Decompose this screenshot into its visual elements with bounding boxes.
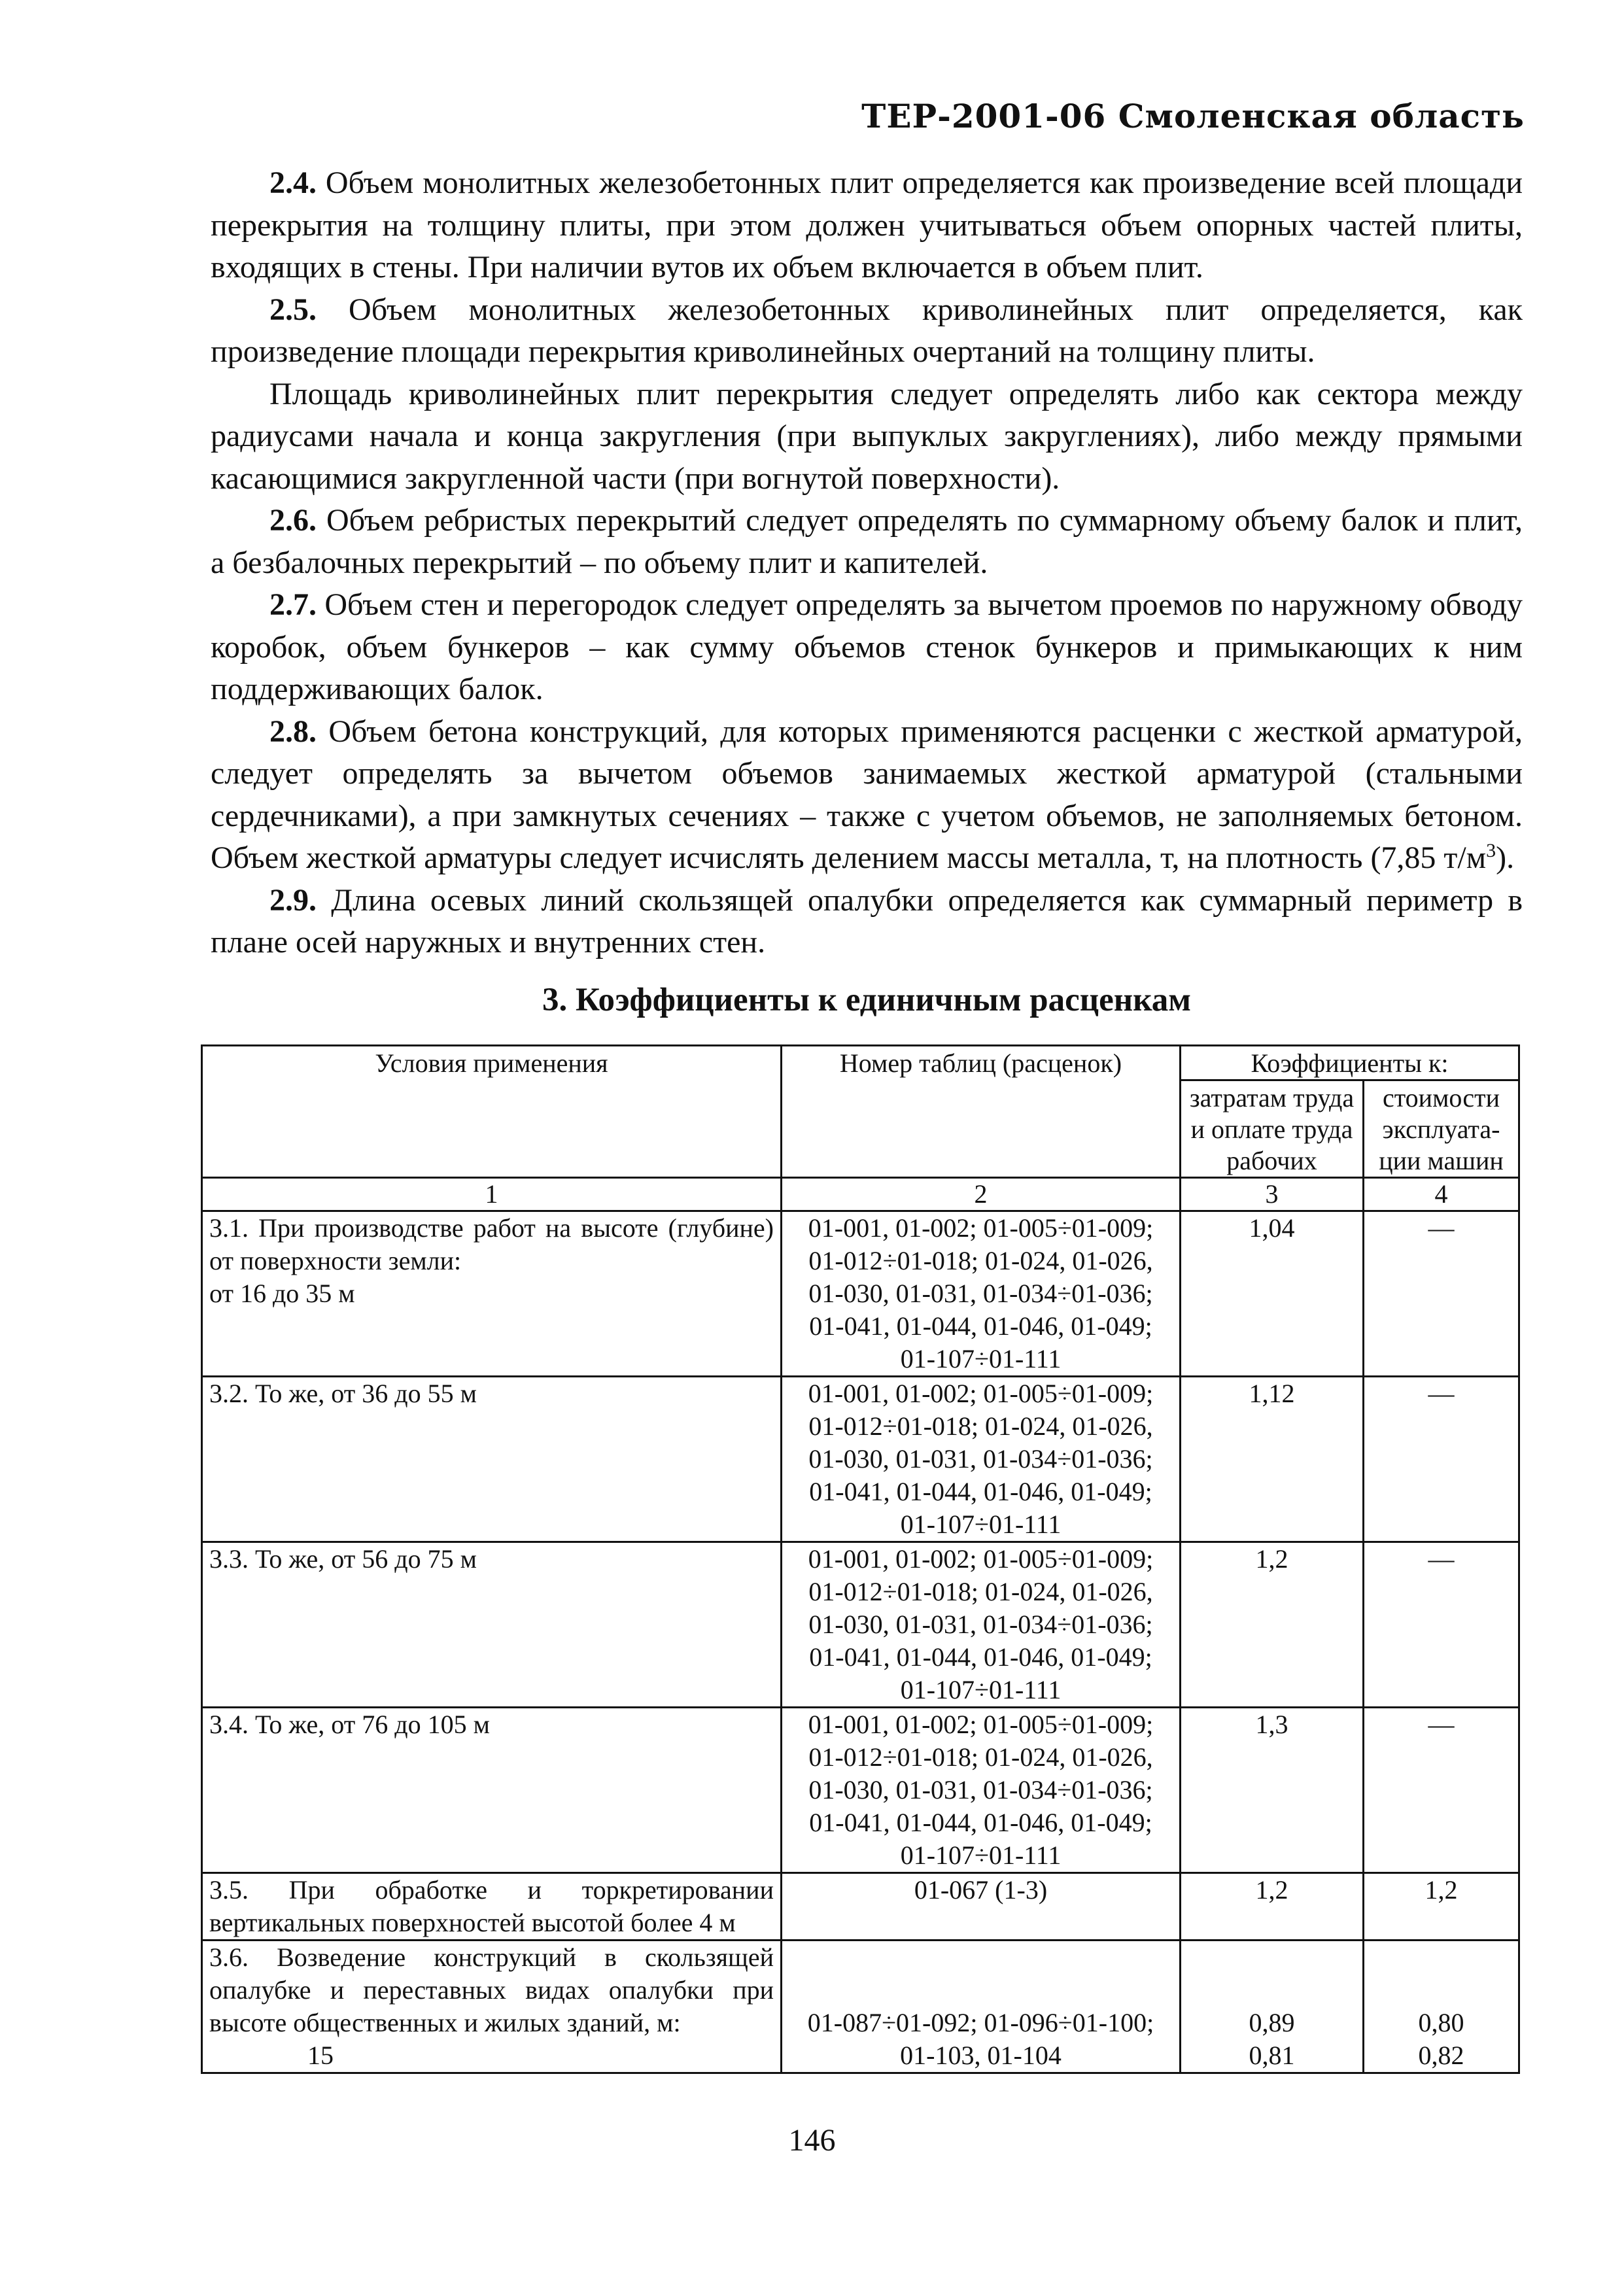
labor-coef-cell: 1,12 — [1181, 1377, 1364, 1542]
coefficients-table — [201, 1044, 1520, 2074]
table-row — [202, 1708, 1519, 1873]
paragraph-2-9 — [211, 880, 1523, 964]
condition-text: Возведение конструкций в скользящей опалубке и переставных видах опалубки при высоте общественных и жилых зданий, м: — [209, 1942, 774, 2037]
condition-number: 3.3. — [209, 1544, 249, 1574]
tables-cell: 01-067 (1-3) — [782, 1873, 1181, 1941]
machines-coef-cell: — — [1364, 1377, 1519, 1542]
paragraph-text-end: ). — [1496, 840, 1515, 875]
header-coefficients: Коэффициенты к: — [1181, 1046, 1519, 1080]
tables-cell: 01-001, 01-002; 01-005÷01-009; 01-012÷01-018; 01-024, 01-026, 01-030, 01-031, 01-034÷01-036; 01-041, 01-044, 01-046, 01-049; 01-107÷01-111 — [782, 1542, 1181, 1708]
table-row — [202, 1941, 1519, 2073]
paragraph-number: 2.8. — [269, 714, 317, 749]
tables-cell: 01-087÷01-092; 01-096÷01-100; 01-103, 01-104 — [782, 1941, 1181, 2073]
machines-coef-cell: 0,80 0,82 — [1364, 1941, 1519, 2073]
header-machines: стоимости эксплуата-ции машин — [1364, 1080, 1519, 1178]
document-header: ТЕР-2001-06 Смоленская область — [861, 97, 1525, 135]
labor-coef-cell: 0,89 0,81 — [1181, 1941, 1364, 2073]
paragraph-number: 2.9. — [269, 882, 317, 918]
labor-coef-cell: 1,2 — [1181, 1542, 1364, 1708]
table-row — [202, 1873, 1519, 1941]
table-row — [202, 1542, 1519, 1708]
condition-text: То же, от 36 до 55 м — [249, 1379, 477, 1408]
condition-text: При производстве работ на высоте (глубине) от поверхности земли: от 16 до 35 м — [209, 1213, 774, 1308]
condition-text: То же, от 76 до 105 м — [249, 1710, 490, 1739]
column-number: 2 — [782, 1178, 1181, 1211]
condition-number: 3.4. — [209, 1710, 249, 1739]
condition-number: 3.1. — [209, 1213, 249, 1243]
paragraph-2-7 — [211, 584, 1523, 711]
table-header-row — [202, 1046, 1519, 1080]
tables-cell: 01-001, 01-002; 01-005÷01-009; 01-012÷01-018; 01-024, 01-026, 01-030, 01-031, 01-034÷01-036; 01-041, 01-044, 01-046, 01-049; 01-107÷01-111 — [782, 1708, 1181, 1873]
condition-number: 3.6. — [209, 1942, 249, 1972]
condition-text: То же, от 56 до 75 м — [249, 1544, 477, 1574]
condition-cell — [202, 1941, 782, 2073]
column-number: 4 — [1364, 1178, 1519, 1211]
condition-number: 3.5. — [209, 1875, 249, 1905]
paragraph-text: Объем монолитных железобетонных плит определяется как произведение всей площади перекрытия на толщину плиты, при этом должен учитываться объем опорных частей плиты, входящих в стены. При наличии вутов их объем включается в объем плит. — [211, 165, 1523, 285]
paragraph-text: Площадь криволинейных плит перекрытия следует определять либо как сектора между радиусами начала и конца закругления (при выпуклых закруглениях), либо между прямыми касающимися закругленной части (при вогнутой поверхности). — [211, 376, 1523, 496]
condition-text: При обработке и торкретировании вертикальных поверхностей высотой более 4 м — [209, 1875, 774, 1937]
paragraph-number: 2.6. — [269, 503, 317, 538]
table-row — [202, 1211, 1519, 1377]
paragraph-text: Длина осевых линий скользящей опалубки определяется как суммарный периметр в плане осей наружных и внутренних стен. — [211, 882, 1523, 959]
condition-cell — [202, 1708, 782, 1873]
paragraph-number: 2.7. — [269, 587, 317, 622]
labor-coef-cell: 1,04 — [1181, 1211, 1364, 1377]
header-labor: затратам труда и оплате труда рабочих — [1181, 1080, 1364, 1178]
paragraph-2-5-continued — [211, 373, 1523, 500]
machines-coef-cell: 1,2 — [1364, 1873, 1519, 1941]
paragraph-2-6 — [211, 500, 1523, 584]
paragraph-text: Объем бетона конструкций, для которых применяются расценки с жесткой арматурой, следует определять за вычетом объемов занимаемых жесткой арматурой (стальными сердечниками), а при замкнутых сечениях – также с учетом объемов, не заполняемых бетоном. Объем жесткой арматуры следует исчислять делением массы металла, т, на плотность (7,85 т/м — [211, 714, 1523, 875]
header-conditions: Условия применения — [202, 1046, 782, 1178]
paragraph-2-8 — [211, 711, 1523, 880]
condition-cell — [202, 1873, 782, 1941]
superscript: 3 — [1486, 840, 1496, 861]
column-number-row — [202, 1178, 1519, 1211]
column-number: 3 — [1181, 1178, 1364, 1211]
body-text — [211, 162, 1523, 964]
table-row — [202, 1377, 1519, 1542]
paragraph-2-5 — [211, 289, 1523, 373]
paragraph-number: 2.5. — [269, 292, 317, 327]
section-title: 3. Коэффициенты к единичным расценкам — [542, 982, 1191, 1018]
paragraph-text: Объем монолитных железобетонных криволинейных плит определяется, как произведение площади перекрытия криволинейных очертаний на толщину плиты. — [211, 292, 1523, 369]
machines-coef-cell: — — [1364, 1211, 1519, 1377]
height-value: 15 — [307, 2041, 334, 2070]
labor-coef-cell: 1,2 — [1181, 1873, 1364, 1941]
column-number: 1 — [202, 1178, 782, 1211]
tables-cell: 01-001, 01-002; 01-005÷01-009; 01-012÷01-018; 01-024, 01-026, 01-030, 01-031, 01-034÷01-036; 01-041, 01-044, 01-046, 01-049; 01-107÷01-111 — [782, 1211, 1181, 1377]
machines-coef-cell: — — [1364, 1542, 1519, 1708]
paragraph-number: 2.4. — [269, 165, 317, 200]
paragraph-text: Объем ребристых перекрытий следует определять по суммарному объему балок и плит, а безбалочных перекрытий – по объему плит и капителей. — [211, 503, 1523, 580]
machines-coef-cell: — — [1364, 1708, 1519, 1873]
header-tables: Номер таблиц (расценок) — [782, 1046, 1181, 1178]
labor-coef-cell: 1,3 — [1181, 1708, 1364, 1873]
condition-number: 3.2. — [209, 1379, 249, 1408]
tables-cell: 01-001, 01-002; 01-005÷01-009; 01-012÷01-018; 01-024, 01-026, 01-030, 01-031, 01-034÷01-036; 01-041, 01-044, 01-046, 01-049; 01-107÷01-111 — [782, 1377, 1181, 1542]
condition-cell — [202, 1377, 782, 1542]
condition-cell — [202, 1211, 782, 1377]
condition-cell — [202, 1542, 782, 1708]
paragraph-2-4 — [211, 162, 1523, 289]
page-number: 146 — [788, 2123, 836, 2158]
paragraph-text: Объем стен и перегородок следует определять за вычетом проемов по наружному обводу коробок, объем бункеров – как сумму объемов стенок бункеров и примыкающих к ним поддерживающих балок. — [211, 587, 1523, 706]
